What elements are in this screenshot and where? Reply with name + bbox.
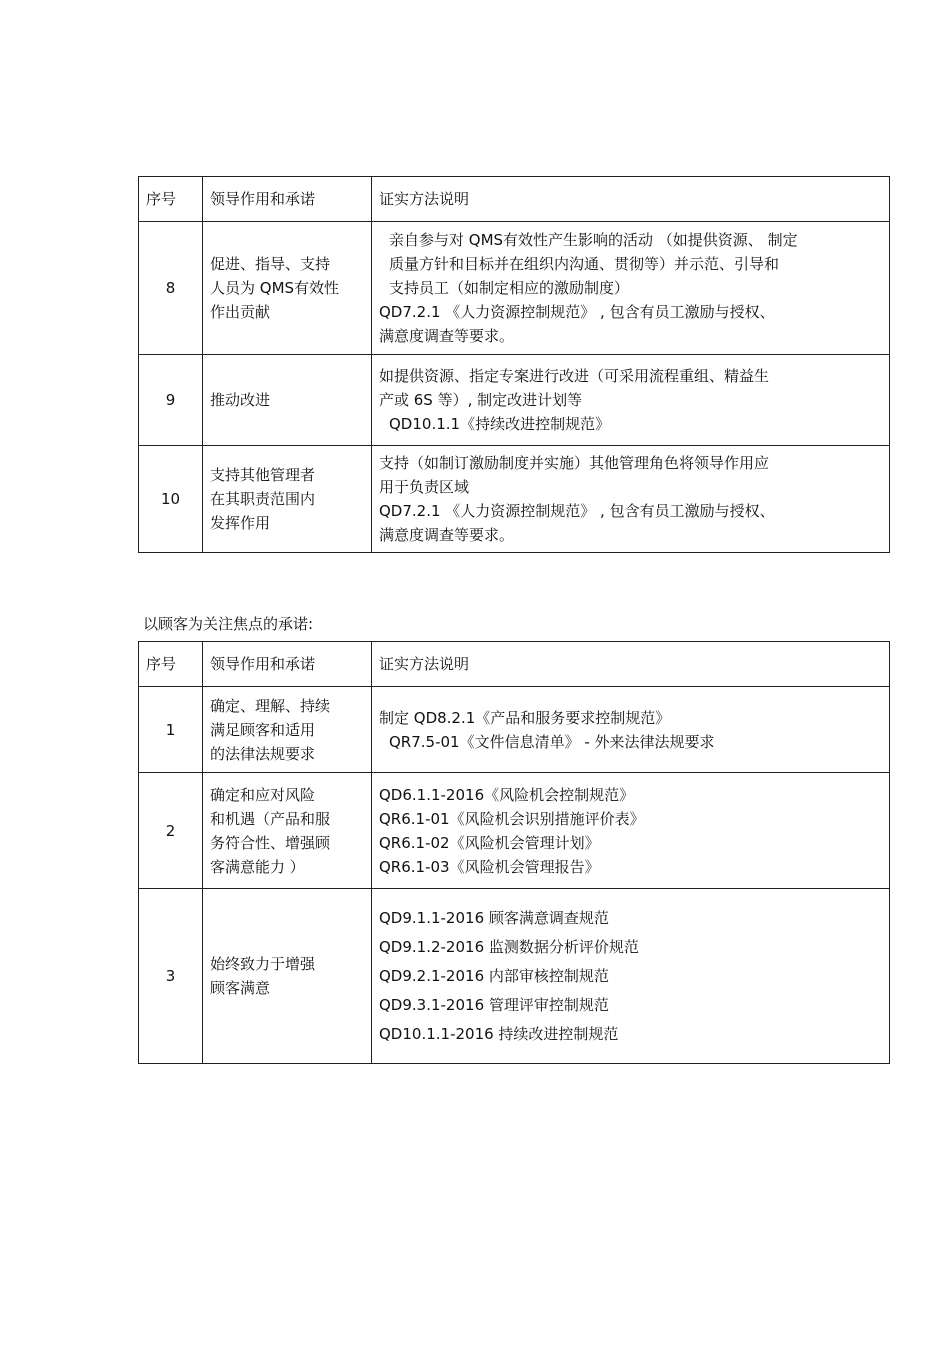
row-evidence xyxy=(372,773,890,889)
evidence-line: 产或 6S 等）, 制定改进计划等 xyxy=(379,391,583,409)
evidence-line: 亲自参与对 QMS有效性产生影响的活动 （如提供资源、 制定 xyxy=(389,231,798,249)
row-evidence xyxy=(372,355,890,446)
header-cell-commitment: 领导作用和承诺 xyxy=(203,642,372,687)
evidence-line: QD10.1.1《持续改进控制规范》 xyxy=(389,415,611,433)
commitment-line: 支持其他管理者 xyxy=(210,466,316,484)
commitment-line: 促进、指导、支持 xyxy=(210,255,331,273)
header-cell-commitment: 领导作用和承诺 xyxy=(203,177,372,222)
commitment-line: 推动改进 xyxy=(210,391,271,409)
row-evidence xyxy=(372,222,890,355)
evidence-line: QD7.2.1 《人力资源控制规范》 , 包含有员工激励与授权、 xyxy=(379,502,775,520)
table-row xyxy=(139,222,890,355)
evidence-line: QD9.1.2-2016 监测数据分析评价规范 xyxy=(379,937,639,956)
section-caption: 以顾客为关注焦点的承诺: xyxy=(143,615,314,633)
row-evidence xyxy=(372,687,890,773)
commitment-line: 的法律法规要求 xyxy=(210,744,316,763)
table-row xyxy=(139,889,890,1064)
row-commitment xyxy=(203,687,372,773)
commitment-line: 确定和应对风险 xyxy=(210,785,316,804)
header-cell-evidence: 证实方法说明 xyxy=(372,642,890,687)
commitment-line: 务符合性、增强顾 xyxy=(210,833,331,852)
header-cell-number: 序号 xyxy=(139,642,203,687)
evidence-line: 制定 QD8.2.1《产品和服务要求控制规范》 xyxy=(379,708,671,727)
evidence-line: QD10.1.1-2016 持续改进控制规范 xyxy=(379,1024,619,1043)
evidence-line: QR6.1-03《风险机会管理报告》 xyxy=(379,857,600,876)
customer-focus-table xyxy=(138,641,890,1064)
commitment-line: 满足顾客和适用 xyxy=(210,720,316,739)
evidence-line: QR6.1-01《风险机会识别措施评价表》 xyxy=(379,809,645,828)
table-header-row xyxy=(139,177,890,222)
evidence-line: 支持员工（如制定相应的激励制度） xyxy=(389,279,630,297)
commitment-line: 在其职责范围内 xyxy=(210,490,316,508)
evidence-line: 支持（如制订激励制度并实施）其他管理角色将领导作用应 xyxy=(379,454,770,472)
evidence-line: QD9.1.1-2016 顾客满意调查规范 xyxy=(379,908,609,927)
commitment-line: 顾客满意 xyxy=(210,979,271,997)
table-row xyxy=(139,773,890,889)
evidence-line: QR6.1-02《风险机会管理计划》 xyxy=(379,833,600,852)
evidence-line: 满意度调查等要求。 xyxy=(379,327,515,345)
commitment-line: 始终致力于增强 xyxy=(210,955,316,973)
commitment-line: 发挥作用 xyxy=(210,514,271,532)
evidence-line: QD9.2.1-2016 内部审核控制规范 xyxy=(379,966,609,985)
row-number: 10 xyxy=(139,446,203,553)
evidence-line: QD6.1.1-2016《风险机会控制规范》 xyxy=(379,785,635,804)
row-evidence xyxy=(372,889,890,1064)
row-commitment xyxy=(203,222,372,355)
row-commitment xyxy=(203,773,372,889)
table-row xyxy=(139,446,890,553)
table-row xyxy=(139,687,890,773)
row-evidence xyxy=(372,446,890,553)
evidence-line: QD7.2.1 《人力资源控制规范》 , 包含有员工激励与授权、 xyxy=(379,303,775,321)
row-commitment xyxy=(203,446,372,553)
commitment-line: 人员为 QMS有效性 xyxy=(210,279,340,297)
commitment-line: 确定、理解、持续 xyxy=(210,696,331,715)
evidence-line: 质量方针和目标并在组织内沟通、贯彻等）并示范、引导和 xyxy=(389,255,780,273)
evidence-line: QD9.3.1-2016 管理评审控制规范 xyxy=(379,995,609,1014)
row-number: 2 xyxy=(139,773,203,889)
commitment-line: 和机遇（产品和服 xyxy=(210,809,331,828)
leadership-table xyxy=(138,176,890,553)
header-cell-number: 序号 xyxy=(139,177,203,222)
row-commitment xyxy=(203,355,372,446)
row-number: 3 xyxy=(139,889,203,1064)
table-header-row xyxy=(139,642,890,687)
commitment-line: 作出贡献 xyxy=(210,303,271,321)
table-row xyxy=(139,355,890,446)
evidence-line: 满意度调查等要求。 xyxy=(379,526,515,544)
evidence-line: 如提供资源、指定专案进行改进（可采用流程重组、精益生 xyxy=(379,367,770,385)
row-number: 1 xyxy=(139,687,203,773)
row-number: 8 xyxy=(139,222,203,355)
evidence-line: QR7.5-01《文件信息清单》 - 外来法律法规要求 xyxy=(389,732,715,751)
evidence-line: 用于负责区域 xyxy=(379,478,470,496)
header-cell-evidence: 证实方法说明 xyxy=(372,177,890,222)
row-number: 9 xyxy=(139,355,203,446)
row-commitment xyxy=(203,889,372,1064)
commitment-line: 客满意能力 ） xyxy=(210,857,305,876)
